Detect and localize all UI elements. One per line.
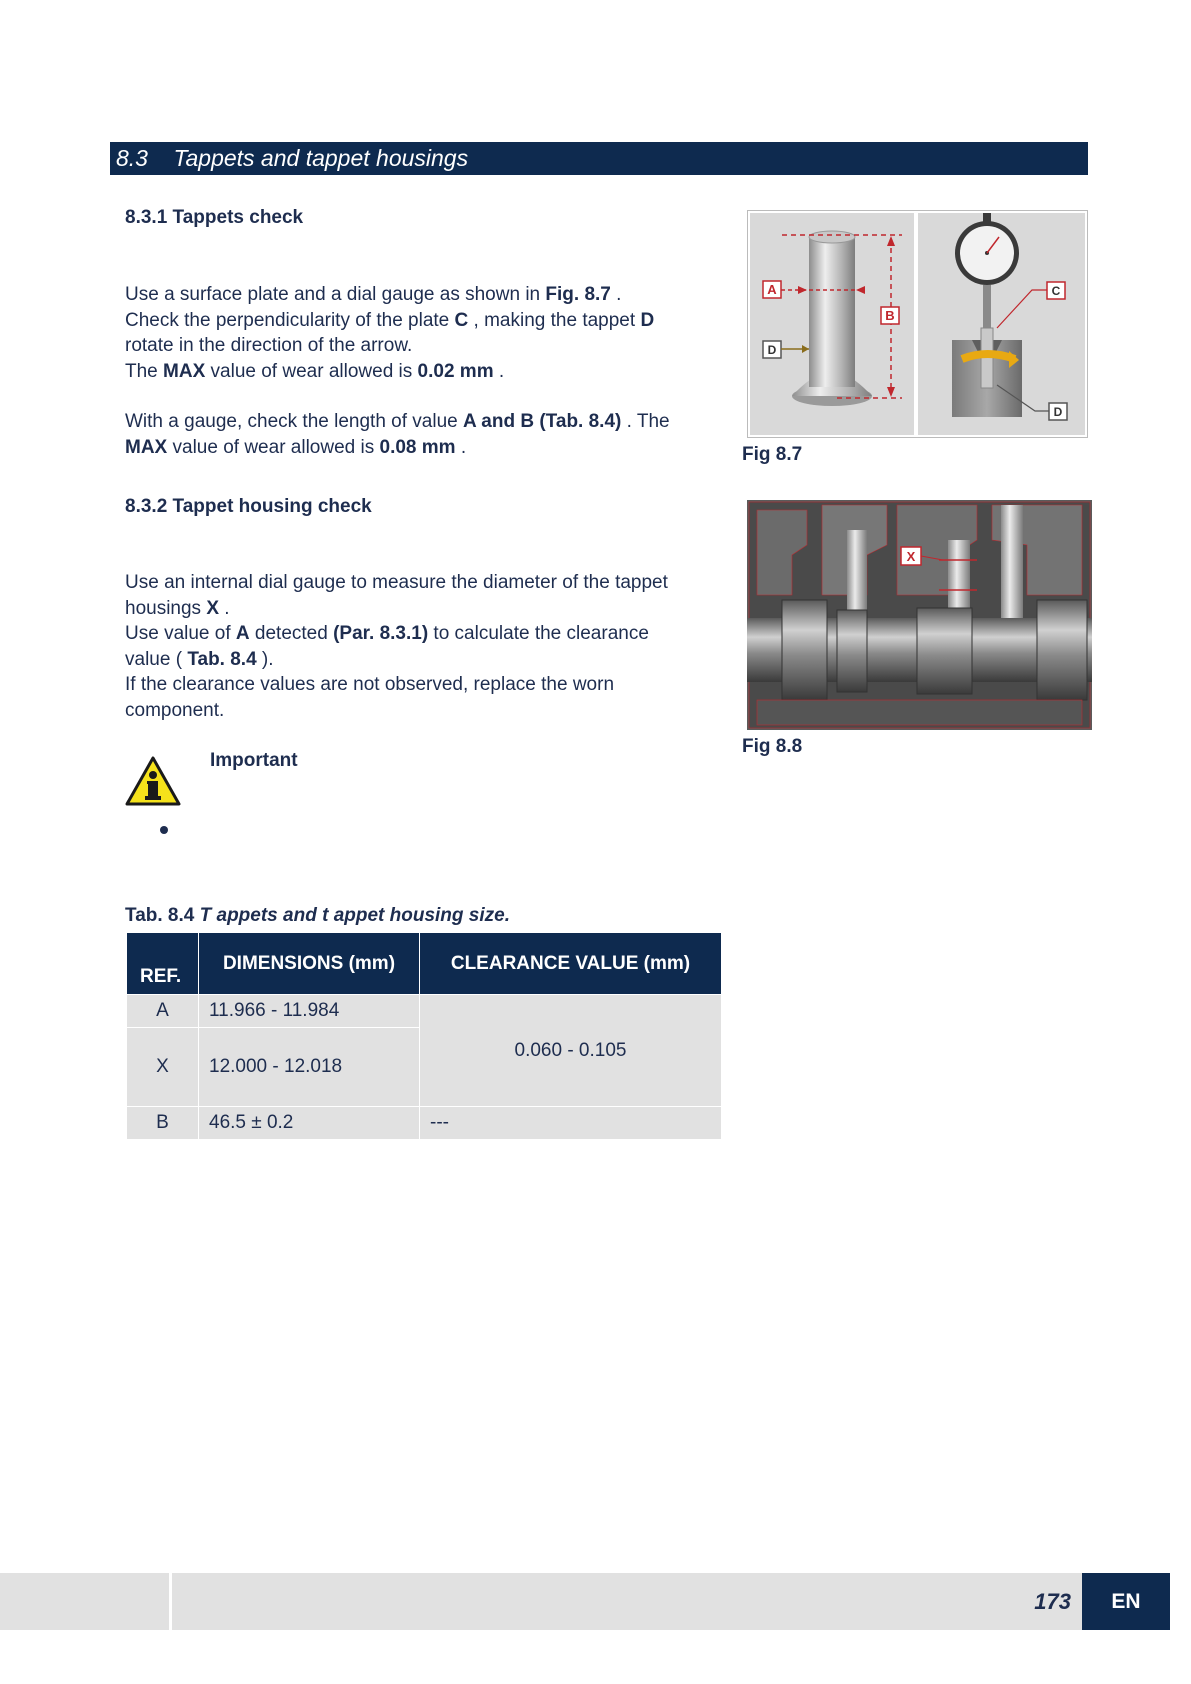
cell-dimension: 11.966 - 11.984	[199, 995, 420, 1028]
housing-check-text	[125, 570, 715, 723]
cell-clearance: ---	[420, 1107, 722, 1140]
language-badge: EN	[1082, 1573, 1170, 1630]
header-ref: REF.	[127, 933, 199, 995]
tappet-size-table	[126, 932, 722, 1140]
tappets-check-heading: 8.3.1 Tappets check	[125, 207, 304, 228]
section-title: Tappets and tappet housings	[173, 145, 469, 171]
cell-ref: B	[127, 1107, 199, 1140]
fig-8-7-image	[747, 210, 1088, 438]
tappets-check-line-6: MAX value of wear allowed is 0.08 mm .	[125, 436, 467, 458]
callout-d-left: D	[767, 343, 777, 357]
callout-b: B	[885, 308, 895, 323]
section-header	[110, 142, 1088, 175]
housing-check-line-1: Use an internal dial gauge to measure the diameter of the tappet	[125, 572, 668, 593]
tappets-check-line-1: Use a surface plate and a dial gauge as shown in Fig. 8.7 .	[125, 284, 622, 305]
housing-check-line-4: value ( Tab. 8.4 ).	[125, 648, 274, 670]
housing-check-line-6: component.	[125, 699, 225, 721]
table-number: Tab. 8.4	[125, 905, 195, 926]
warning-info-icon	[124, 755, 182, 807]
cell-dimension: 46.5 ± 0.2	[199, 1107, 420, 1140]
callout-d-right: D	[1053, 405, 1063, 419]
table-row	[127, 1107, 722, 1140]
tappets-check-line-2: Check the perpendicularity of the plate C , making the tappet D	[125, 309, 655, 331]
table-row	[127, 995, 722, 1028]
footer-bar	[0, 1573, 1082, 1630]
fig-8-8-image	[747, 500, 1092, 730]
footer-divider	[169, 1573, 172, 1630]
housing-check-line-2: housings X .	[125, 597, 230, 619]
housing-check-heading: 8.3.2 Tappet housing check	[125, 496, 372, 517]
bullet-dot	[160, 826, 168, 834]
tappets-check-text	[125, 282, 715, 460]
section-number: 8.3	[116, 145, 148, 171]
housing-check-line-3: Use value of A detected (Par. 8.3.1) to calculate the clearance	[125, 623, 649, 644]
cell-clearance: 0.060 - 0.105	[420, 995, 722, 1107]
fig-8-8-label: Fig 8.8	[742, 736, 803, 757]
cell-ref: X	[127, 1028, 199, 1107]
cell-dimension: 12.000 - 12.018	[199, 1028, 420, 1107]
housing-check-line-5: If the clearance values are not observed, replace the worn	[125, 674, 615, 695]
page-number: 173	[1034, 1589, 1071, 1614]
fig-8-7-label: Fig 8.7	[742, 444, 803, 465]
important-label: Important	[210, 750, 298, 771]
spacer	[125, 384, 715, 409]
tappets-check-line-3: rotate in the direction of the arrow.	[125, 335, 413, 356]
tappets-check-line-4: The MAX value of wear allowed is 0.02 mm .	[125, 360, 505, 382]
table-title: T appets and t appet housing size.	[199, 905, 510, 926]
table-header-row	[127, 933, 722, 995]
callout-a: A	[767, 282, 777, 297]
callout-c: C	[1051, 284, 1061, 298]
callout-x: X	[906, 549, 916, 564]
cell-ref: A	[127, 995, 199, 1028]
header-clearance: CLEARANCE VALUE (mm)	[420, 933, 722, 995]
tappets-check-line-5: With a gauge, check the length of value A and B (Tab. 8.4) . The	[125, 411, 670, 432]
header-dimensions: DIMENSIONS (mm)	[199, 933, 420, 995]
table-caption	[125, 905, 510, 927]
